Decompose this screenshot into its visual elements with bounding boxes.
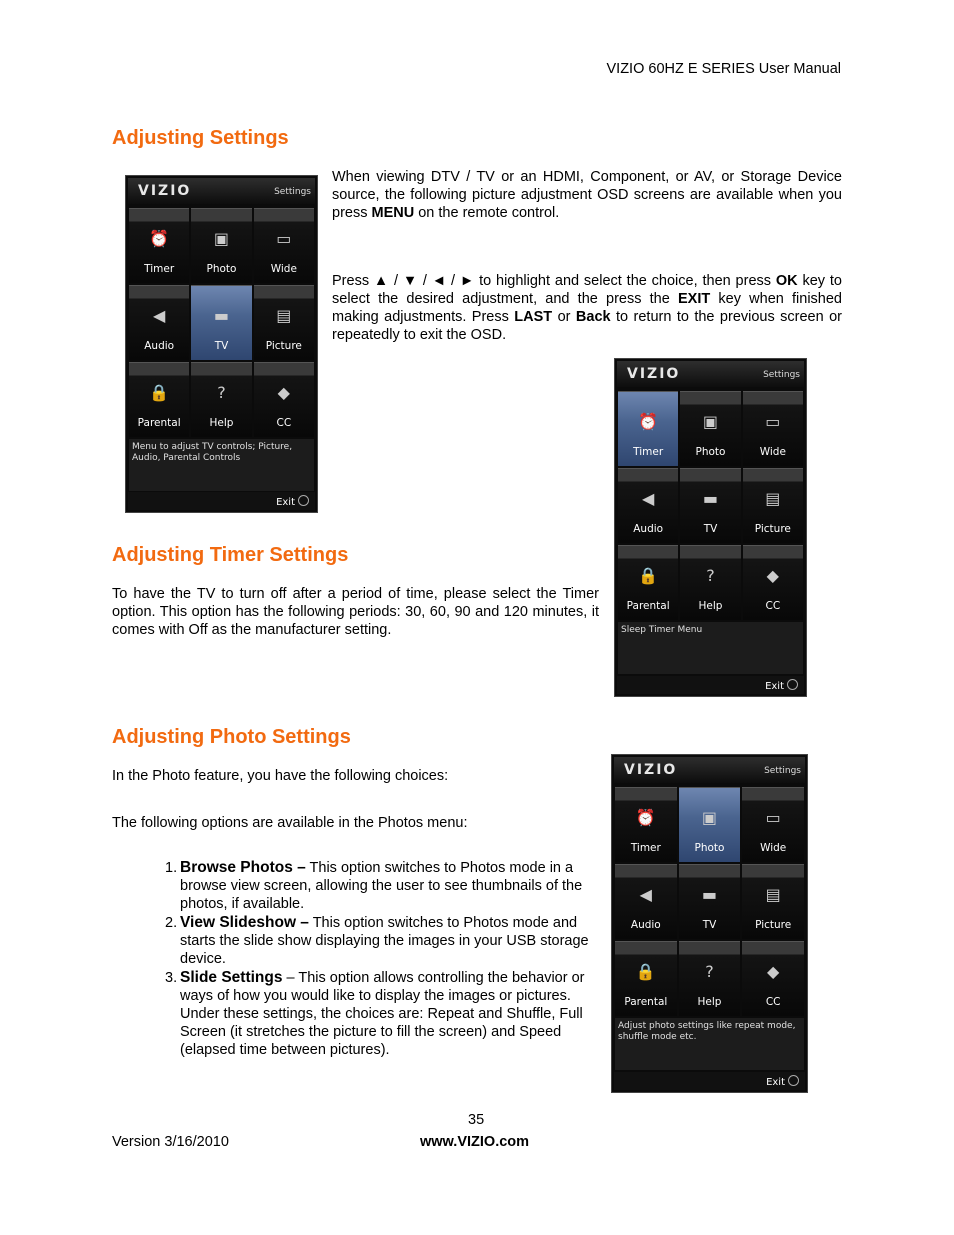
osd-tile-help[interactable] [191,362,251,437]
osd-tile-label: Photo [206,263,237,275]
list-item: 1. Browse Photos – This option switches to Photos mode in a browse view screen, allowing the user to see thumbnails of the photos, if available. [165,859,583,912]
osd-exit-button[interactable] [765,679,798,692]
photo-paragraph-2: The following options are available in the Photos menu: [112,815,468,831]
photo-icon: ▣ [702,411,719,431]
lock-icon: 🔒 [638,565,659,585]
osd-tile-label: Parental [624,996,668,1008]
osd-description: Adjust photo settings like repeat mode, shuffle mode etc. [615,1018,804,1070]
exit-icon [788,1075,799,1086]
photo-heading: Adjusting Photo Settings [112,726,351,748]
osd-tile-label: Timer [633,446,664,458]
osd-tile-label: Picture [754,523,791,535]
osd-tile-label: Timer [144,263,175,275]
page-number: 35 [468,1112,485,1128]
osd-tile-parental[interactable] [615,941,677,1016]
osd-title-bar [128,178,315,204]
osd-title-bar [614,757,805,783]
osd-tile-label: Parental [626,600,670,612]
tv-icon: ▬ [702,488,719,508]
tv-icon: ▬ [213,305,230,325]
osd-tile-label: CC [765,600,781,612]
osd-tile-label: Audio [630,919,661,931]
osd-title-bar [617,361,804,387]
osd-tile-label: Help [209,417,234,429]
osd-tile-audio[interactable] [618,468,678,543]
osd-tile-help[interactable] [679,941,741,1016]
cc-icon: ◆ [277,382,290,402]
monitor-icon: ▭ [765,411,781,431]
osd-tile-wide[interactable] [742,787,804,862]
osd-screen-photo [611,754,808,1093]
manual-title: VIZIO 60HZ E SERIES User Manual [606,61,841,77]
osd-tile-cc[interactable] [743,545,803,620]
osd-exit-label: Exit [276,497,295,508]
osd-tile-label: CC [276,417,292,429]
osd-tile-audio[interactable] [615,864,677,939]
osd-tile-parental[interactable] [129,362,189,437]
osd-tile-tv[interactable] [191,285,251,360]
monitor-icon: ▭ [276,228,292,248]
osd-description: Menu to adjust TV controls; Picture, Audio, Parental Controls [129,439,314,491]
osd-tile-label: Wide [270,263,297,275]
osd-tile-label: Wide [759,446,786,458]
cc-icon: ◆ [766,565,779,585]
picture-icon: ▤ [765,488,781,508]
osd-tile-photo[interactable] [680,391,740,466]
osd-tile-label: Photo [694,842,725,854]
osd-tile-tv[interactable] [680,468,740,543]
website-link[interactable]: www.VIZIO.com [420,1134,530,1150]
photo-paragraph-1: In the Photo feature, you have the following choices: [112,768,449,784]
osd-tile-cc[interactable] [254,362,314,437]
help-icon: ? [217,382,226,402]
help-icon: ? [705,961,714,981]
exit-icon [298,495,309,506]
osd-tile-label: Picture [755,919,792,931]
version-label: Version 3/16/2010 [112,1134,229,1150]
speaker-icon: ◀ [639,884,652,904]
picture-icon: ▤ [765,884,781,904]
osd-tile-label: Help [698,600,723,612]
clock-icon: ⏰ [149,228,170,248]
osd-exit-button[interactable] [276,495,309,508]
osd-tile-photo[interactable] [679,787,741,862]
photo-icon: ▣ [701,807,718,827]
help-icon: ? [706,565,715,585]
photo-options-list [165,859,597,1059]
picture-icon: ▤ [276,305,292,325]
osd-tile-label: Audio [144,340,175,352]
osd-tile-label: Audio [633,523,664,535]
osd-tile-cc[interactable] [742,941,804,1016]
osd-tile-picture[interactable] [254,285,314,360]
osd-tile-photo[interactable] [191,208,251,283]
settings-heading: Adjusting Settings [112,127,289,149]
vizio-logo: VIZIO [138,183,192,199]
osd-tile-label: Help [697,996,722,1008]
osd-menu-grid [615,787,804,1016]
osd-tile-label: Parental [137,417,181,429]
osd-exit-label: Exit [765,681,784,692]
vizio-logo: VIZIO [624,762,678,778]
osd-settings-label: Settings [763,370,800,380]
osd-tile-picture[interactable] [742,864,804,939]
list-item: 2. View Slideshow – This option switches to Photos mode and starts the slide show displaying the images in your USB storage device. [165,914,589,967]
settings-paragraph-1: When viewing DTV / TV or an HDMI, Component, or AV, or Storage Device source, the following picture adjustment OSD screens are available when you press MENU on the remote control. [332,169,842,221]
exit-icon [787,679,798,690]
settings-paragraph-2: Press ▲ / ▼ / ◄ / ► to highlight and select the choice, then press OK key to select the desired adjustment, and the press the EXIT key when finished making adjustments. Press LAST or Back to return to the previous screen or repeatedly to exit the OSD. [332,273,842,343]
osd-tile-wide[interactable] [254,208,314,283]
clock-icon: ⏰ [638,411,659,431]
osd-description: Sleep Timer Menu [618,622,803,674]
osd-tile-label: Picture [265,340,302,352]
timer-heading: Adjusting Timer Settings [112,544,349,566]
osd-tile-wide[interactable] [743,391,803,466]
osd-menu-grid [618,391,803,620]
osd-tile-picture[interactable] [743,468,803,543]
osd-settings-label: Settings [764,766,801,776]
osd-screen-tv [125,175,318,513]
speaker-icon: ◀ [642,488,655,508]
osd-bottom-bar [617,676,804,694]
osd-tile-parental[interactable] [618,545,678,620]
osd-tile-label: TV [703,523,718,535]
lock-icon: 🔒 [149,382,170,402]
cc-icon: ◆ [767,961,780,981]
osd-tile-timer[interactable] [129,208,189,283]
osd-tile-label: TV [702,919,717,931]
clock-icon: ⏰ [635,807,656,827]
monitor-icon: ▭ [765,807,781,827]
osd-tile-label: Photo [695,446,726,458]
osd-exit-button[interactable] [766,1075,799,1088]
osd-tile-label: TV [214,340,229,352]
osd-screen-timer [614,358,807,697]
osd-menu-grid [129,208,314,437]
osd-exit-label: Exit [766,1077,785,1088]
osd-tile-tv[interactable] [679,864,741,939]
osd-bottom-bar [614,1072,805,1090]
osd-tile-help[interactable] [680,545,740,620]
osd-tile-label: Wide [760,842,787,854]
osd-tile-timer[interactable] [615,787,677,862]
vizio-logo: VIZIO [627,366,681,382]
speaker-icon: ◀ [153,305,166,325]
timer-paragraph: To have the TV to turn off after a period of time, please select the Timer option. This option has the following periods: 30, 60, 90 and 120 minutes, it comes with Off as the manufacturer setting. [112,586,599,638]
list-item: 3. Slide Settings – This option allows controlling the behavior or ways of how you would like to display the images or pictures. Under these settings, the choices are: Repeat and Shuffle, Full Screen (it stretches the picture to fill the screen) and Speed (elapsed time between pictures). [165,969,585,1058]
osd-tile-timer[interactable] [618,391,678,466]
osd-tile-label: Timer [630,842,661,854]
osd-tile-audio[interactable] [129,285,189,360]
tv-icon: ▬ [701,884,718,904]
osd-bottom-bar [128,492,315,510]
photo-icon: ▣ [213,228,230,248]
osd-tile-label: CC [765,996,781,1008]
lock-icon: 🔒 [635,961,656,981]
osd-settings-label: Settings [274,187,311,197]
